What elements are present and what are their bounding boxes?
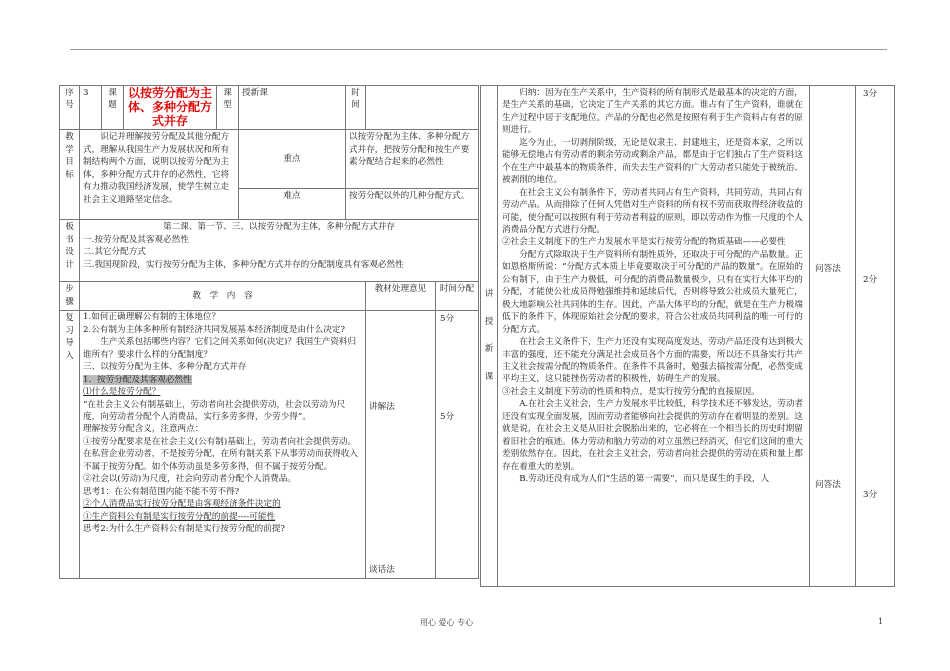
lecture-paragraph: 归纳：因为在生产关系中，生产资料的所有制形式是最基本的决定的方面，是生产关系的基础，它决定了生产关系的其它方面。谁占有了生产资料，谁就在生产过程中居于支配地位。产品的分配也必然是按照有利于生产资料占有者的原则进行。 <box>502 88 803 136</box>
review-line: 三、以按劳分配为主体、多种分配方式并存 <box>83 362 247 373</box>
lecture-paragraph: 在社会主义条件下，生产力还没有实现高度发达，劳动产品还没有达到极大丰富的强度，还不能充分满足社会成员各个方面的需要，所以还不具备实行共产主义社会按需分配的物质条件。在条件不具备时，勉强去搞按需分配，必然变成平均主义，这只能挫伤劳动者的积极性，妨碍生产的发展。 <box>502 337 803 385</box>
lesson-title: 以按劳分配为主体、多种分配方式并存 <box>124 86 217 130</box>
page-footer: 用心 爱心 专心 <box>420 618 474 627</box>
lecture-paragraph: 分配方式除取决于生产资料所有制性质外，还取决于可分配的产品数量。正如恩格斯所说：“分配方式本质上毕竟要取决于可分配的产品的数量”。在原始的公有制下，由于生产力极低，可分配的消费品数量极少，只有在实行大体平均的分配，才能使公社成员得勉强维持和延续后代，否则将导致公社成员大量死亡，极大地影响公社共同体的生存。因此，产品大体平均的分配，就是在生产力极端低下的条件下，体现原始社会分配的要求，符合公社成员共同利益的唯一可行的分配方式。 <box>502 249 803 335</box>
review-line: 在私营企业劳动者，不是按劳分配，在所有制关系下从事劳动而获得收入不属于按劳分配。如个体劳动虽是多劳多得，但不属于按劳分配。 <box>83 449 359 472</box>
key-text: 以按劳分配为主体、多种分配方式并存，把按劳分配和按生产要素分配结合起来的必然性 <box>346 130 479 189</box>
header-rule <box>70 49 887 50</box>
type-value: 授新课 <box>239 86 346 130</box>
review-method-2: 谈话法 <box>369 564 395 575</box>
lecture-method-1: 问答法 <box>815 264 841 274</box>
type-label: 课型 <box>217 86 239 130</box>
review-line: ①按劳分配要求是在社会主义(公有制)基础上，劳动者向社会提供劳动。 <box>83 436 357 447</box>
lecture-paragraph: A.在社会主义社会，生产力发展水平比较低，科学技术还不够发达，劳动者还没有实现全面发展，因而劳动者能够向社会提供的劳动存在着明显的差别。这就是说，在社会主义是从旧社会脱胎出来的，它必将在一个相当长的历史时期留着旧社会的痕迹。体力劳动和脑力劳动的对立虽然已经消灭，但它们这间的重大差别依然存在。因此，在社会主义社会，劳动者向社会提供的劳动在质和量上都存在着重大的差别。 <box>502 399 804 472</box>
lecture-paragraph: 迄今为止，一切剥削阶级，无论是奴隶主、封建地主，还是资本家，之所以能够无偿地占有劳动者的剩余劳动或剩余产品，都是由于它们独占了生产资料这个在生产中最基本的物质条件，而失去生产资料的广大劳动者只能处于被统治、被剥削的地位。 <box>502 137 803 186</box>
review-line <box>83 374 362 386</box>
lecture-paragraph: B.劳动还没有成为人们“生活的第一需要”，而只是谋生的手段，人 <box>519 474 770 485</box>
review-time-cell <box>436 311 479 579</box>
lecture-label: 讲授新课 <box>481 86 498 587</box>
review-line: ①生产资料公有制是实行按劳分配的前提----可能性 <box>83 511 276 522</box>
review-line: 思考2:为什么生产资料公有制是实行按劳分配的前提? <box>83 524 286 535</box>
seq-label: 序号 <box>60 86 80 130</box>
difficulty-text: 按劳分配以外的几种分配方式。 <box>346 189 479 220</box>
review-time-1: 5分 <box>440 314 455 325</box>
lecture-time-2: 2分 <box>863 275 878 285</box>
review-content <box>80 311 366 579</box>
board-label: 板书设计 <box>60 220 80 282</box>
lecture-method-2: 问答法 <box>815 480 841 490</box>
board-design <box>80 220 479 282</box>
goals-text: 识记并理解按劳分配及其他分配方式，理解从我国生产力发展状况和所有制结构两个方面，说明以按劳分配为主体，多种分配方式并存的必然性，它将有力推动我国经济发展，使学生树立走社会主义道路坚定信念。 <box>80 130 239 220</box>
col-content: 教 学 内 容 <box>80 282 366 311</box>
page-number: 1 <box>878 617 884 626</box>
board-line-2: 一.按劳分配及其客观必然性 <box>83 234 189 245</box>
board-line-1: 第二课、第一节、三、以按劳分配为主体，多种分配方式并存 <box>162 222 396 233</box>
review-line: 思考1：在公有制范围内能不能不劳不得? <box>83 486 240 497</box>
lecture-paragraph: ②社会主义制度下的生产力发展水平是实行按劳分配的物质基础——必要性 <box>502 237 786 248</box>
review-line: 理解按劳分配含义，注意两点： <box>83 424 204 435</box>
review-label: 复习导入 <box>60 311 80 579</box>
key-label: 重点 <box>239 130 346 189</box>
review-line: ⑴什么是按劳分配？ <box>83 387 161 398</box>
goals-label: 教学目标 <box>60 130 80 220</box>
col-method: 教材处理意见 <box>366 282 436 311</box>
board-line-4: 三.我国现阶段，实行按劳分配为主体，多种分配方式并存的分配制度具有客观必然性 <box>83 259 404 270</box>
review-line: ②社会以(劳动)为尺度，社会向劳动者分配个人消费品。 <box>83 474 296 485</box>
lecture-paragraph: 在社会主义公有制条件下，劳动者共同占有生产资料，共同劳动，共同占有劳动产品。从而排除了任何人凭借对生产资料的所有权不劳而获取得经济收益的可能，使分配可以按照有利于劳动者利益的原则，即以劳动作为惟一尺度的个人消费品分配方式进行分配。 <box>502 187 803 235</box>
lecture-time-cell <box>856 86 895 587</box>
lesson-plan-right-table <box>480 85 895 587</box>
review-line: 2.公有制为主体多种所有制经济共同发展基本经济制度是由什么决定? <box>83 324 346 335</box>
lesson-plan-left-table <box>59 85 479 579</box>
lecture-content <box>498 86 810 587</box>
seq-value: 3 <box>80 86 102 130</box>
difficulty-label: 难点 <box>239 189 346 220</box>
review-line: “在社会主义公有制基础上，劳动者向社会提供劳动，社会以劳动为尺度，向劳动者分配个人消费品，实行多劳多得，少劳少得”。 <box>83 399 346 423</box>
review-line: ②个人消费品实行按劳分配是由客观经济条件决定的 <box>83 499 281 510</box>
col-time: 时间分配 <box>436 282 479 311</box>
review-time-2: 5分 <box>440 412 455 423</box>
topic-label: 课题 <box>102 86 124 130</box>
review-method-cell <box>366 311 436 579</box>
review-line-highlight: 1．按劳分配及其客观必然性 <box>83 374 192 385</box>
time-value <box>366 86 479 130</box>
lecture-method-cell <box>810 86 856 587</box>
lecture-time-3: 3分 <box>863 490 878 500</box>
review-method-1: 讲解法 <box>369 402 395 413</box>
col-step: 步骤 <box>60 282 80 311</box>
lecture-paragraph: ③社会主义制度下劳动的性质和特点，是实行按劳分配的直接原因。 <box>502 386 760 397</box>
review-line: 1.如何正确理解公有制的主体地位？ <box>83 312 221 323</box>
review-line: 生产关系包括哪些内容？它们之间关系如何(决定)？我国生产资料归谁所有？要求什么样的分配制度？ <box>83 337 357 360</box>
board-line-3: 二.其它分配方式 <box>83 247 146 258</box>
time-label: 时间 <box>346 86 366 130</box>
lecture-time-1: 3分 <box>863 89 878 99</box>
